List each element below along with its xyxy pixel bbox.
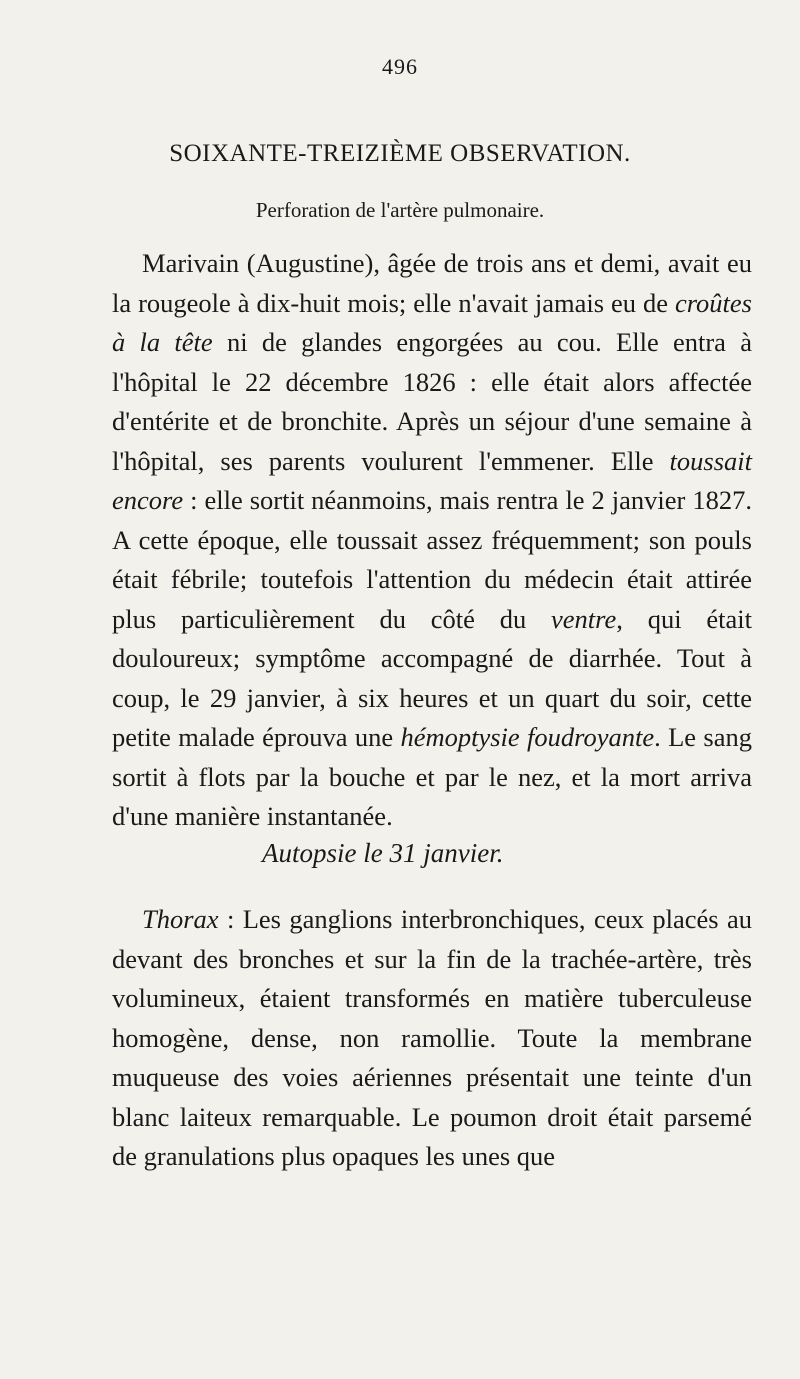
- autopsy-word: Autopsie: [262, 838, 357, 868]
- page-number: 496: [382, 54, 418, 79]
- text-run: , qui était douloureux; symptôme accompagné de diarrhée. Tout à coup, le 29 janvier, à six heures et un quart du soir, cette petite malade éprouva une: [112, 603, 752, 752]
- italic-term: toussait encore: [112, 445, 752, 515]
- italic-term: ventre: [551, 603, 617, 634]
- autopsy-heading: [262, 838, 503, 869]
- observation-subtitle: Perforation de l'artère pulmonaire.: [255, 198, 545, 222]
- italic-term: hémoptysie foudroyante: [400, 722, 655, 752]
- text-run: : elle sortit néanmoins, mais rentra le 2 janvier 1827. A cette époque, elle toussait assez fréquemment; son pouls était fébrile; toutefois l'attention du médecin était attirée plus particulièrement du côté du: [112, 485, 752, 634]
- observation-title: SOIXANTE-TREIZIÈME OBSERVATION.: [169, 140, 631, 167]
- autopsy-date: le 31 janvier.: [356, 838, 504, 868]
- case-history-paragraph: [112, 244, 752, 837]
- text-run: . Le sang sortit à flots par la bouche et par le nez, et la mort arriva d'une manière instantanée.: [112, 722, 752, 831]
- text-run: : Les ganglions interbronchiques, ceux placés au devant des bronches et sur la fin de la trachée-artère, très volumineux, étaient transformés en matière tuberculeuse homogène, dense, non ramollie. Toute la membrane muqueuse des voies aériennes présentait une teinte d'un blanc laiteux remarquable. Le poumon droit était parsemé de granulations plus opaques les unes que: [112, 904, 752, 1171]
- italic-term: Thorax: [142, 904, 219, 934]
- italic-term: croûtes à la tête: [112, 287, 752, 357]
- text-run: Marivain (Augustine), âgée de trois ans et demi, avait eu la rougeole à dix-huit mois; elle n'avait jamais eu de: [112, 248, 752, 318]
- text-run: ni de glandes engorgées au cou. Elle entra à l'hôpital le 22 décembre 1826 : elle était alors affectée d'entérite et de bronchite. Après un séjour d'une semaine à l'hôpital, ses parents voulurent l'emmener. Elle: [112, 327, 752, 476]
- thorax-paragraph: [112, 900, 752, 1177]
